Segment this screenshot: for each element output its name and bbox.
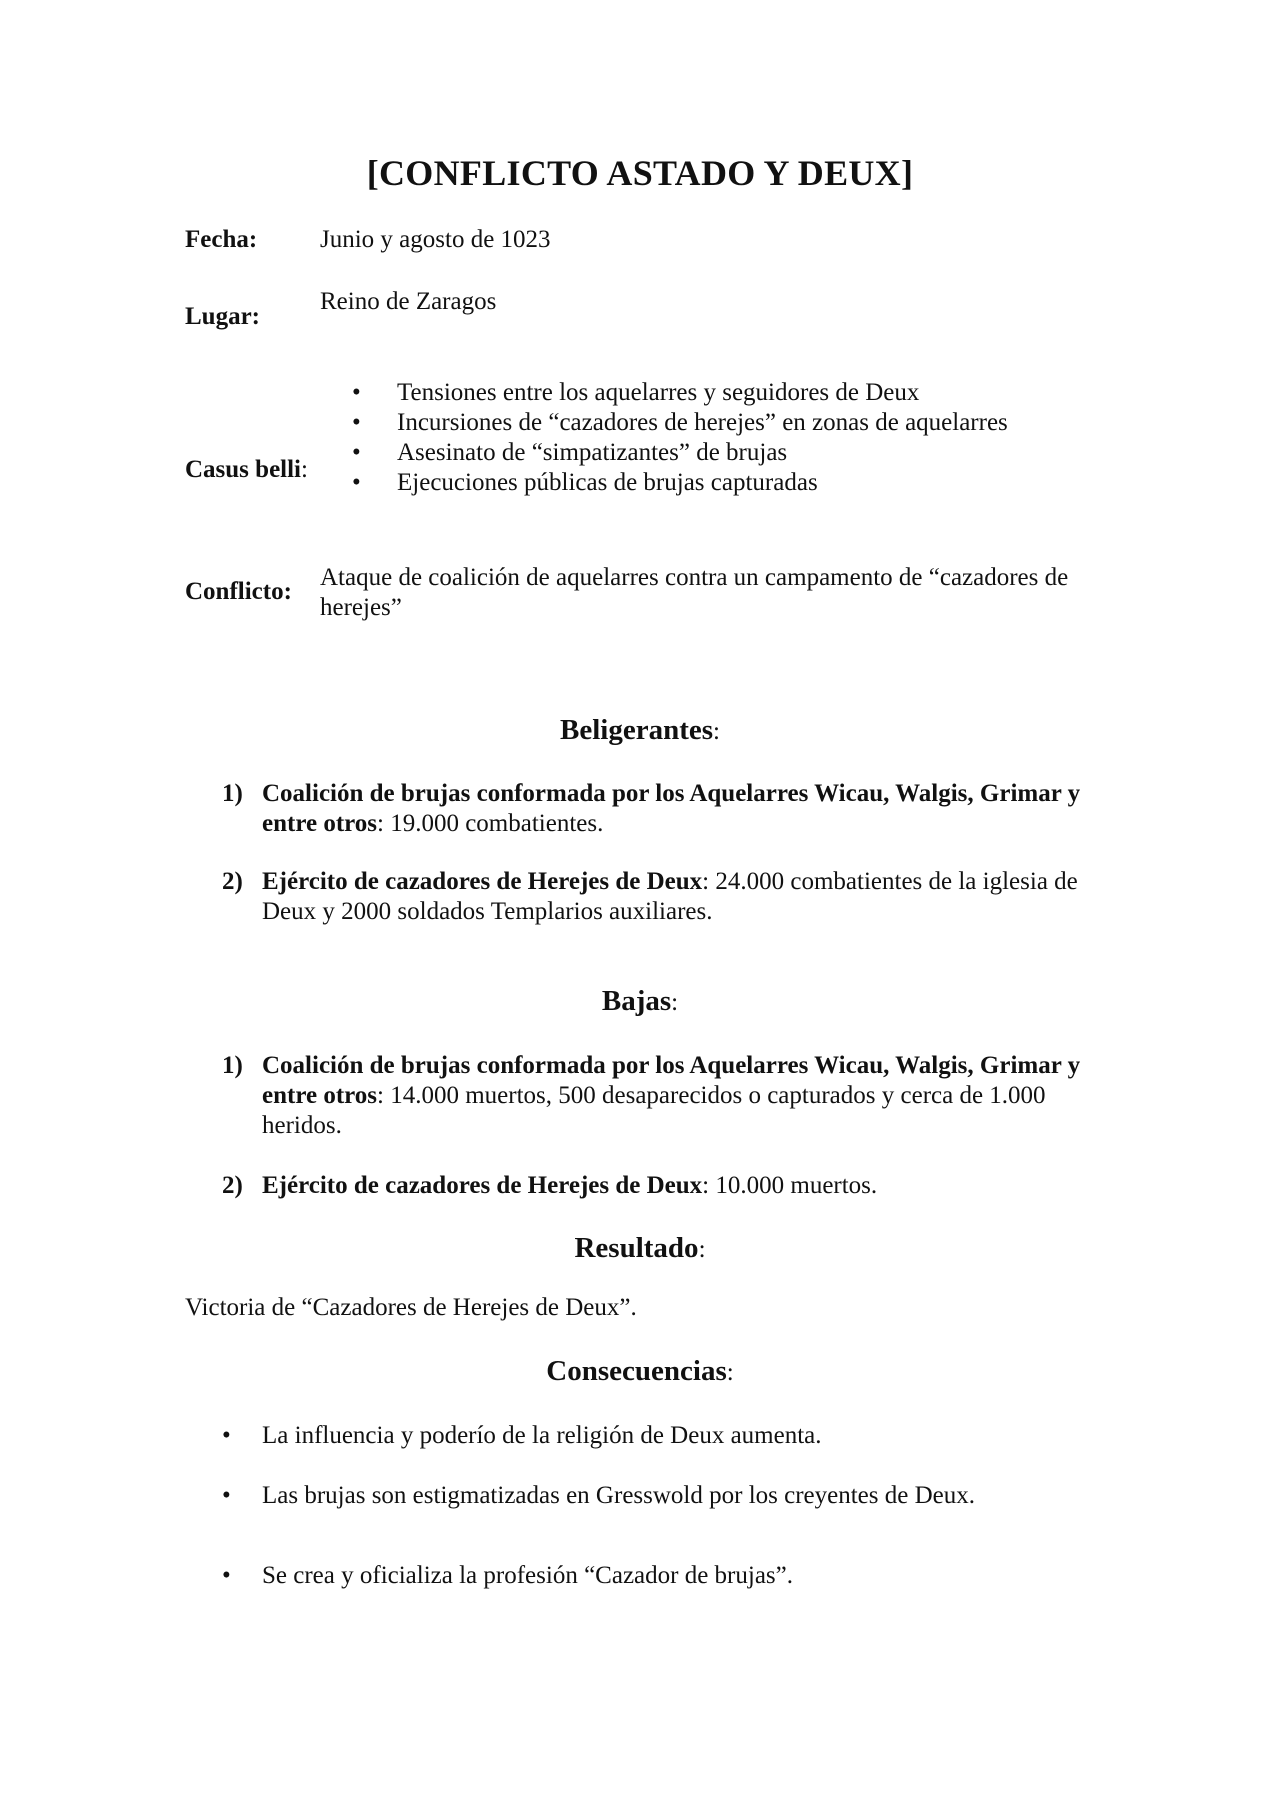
bullet-icon: • [222,1482,231,1509]
item-number: 2) [222,1172,243,1199]
beligerantes-colon: : [713,718,720,745]
item-number: 1) [222,1052,243,1079]
bullet-icon: • [222,1422,231,1449]
conflicto-label: Conflicto: [185,578,292,605]
resultado-heading-text: Resultado [574,1232,699,1264]
baja-item-2 [222,1171,1102,1201]
beligerante-item-1 [222,779,1102,839]
lugar-value: Reino de Zaragos [320,288,497,315]
consecuencia-text: La influencia y poderío de la religión de Deux aumenta. [262,1422,822,1449]
item-bold-text: Ejército de cazadores de Herejes de Deux [262,1172,703,1199]
consecuencia-text: Se crea y oficializa la profesión “Cazador de brujas”. [262,1562,793,1589]
resultado-heading [0,1232,1280,1265]
item-number: 2) [222,868,243,895]
fecha-value: Junio y agosto de 1023 [320,226,551,253]
consecuencia-item-1 [222,1422,822,1450]
resultado-text: Victoria de “Cazadores de Herejes de Deux”. [185,1294,637,1321]
item-rest-text: : 24.000 combatientes de la iglesia de Deux y 2000 soldados Templarios auxiliares. [262,868,1078,925]
bajas-heading-text: Bajas [601,985,672,1017]
lugar-label: Lugar: [185,303,260,330]
item-bold-text: Coalición de brujas conformada por los Aquelarres Wicau, Walgis, Grimar y entre otros [262,780,1081,837]
casus-belli-label [185,456,308,484]
beligerante-item-2 [222,867,1102,927]
item-rest-text: : 14.000 muertos, 500 desaparecidos o capturados y cerca de 1.000 heridos. [262,1082,1046,1139]
consecuencias-colon: : [726,1359,734,1386]
consecuencia-item-2 [222,1482,975,1510]
bajas-heading [0,985,1280,1018]
beligerantes-heading-text: Beligerantes [560,714,714,746]
list-item: • Incursiones de “cazadores de herejes” en zonas de aquelarres [352,408,1008,438]
item-number: 1) [222,780,243,807]
list-item: • Ejecuciones públicas de brujas capturadas [352,468,1008,498]
consecuencias-heading [0,1355,1280,1388]
casus-belli-list [352,378,1008,498]
consecuencia-item-3 [222,1562,793,1590]
consecuencias-heading-text: Consecuencias [546,1355,727,1387]
resultado-colon: : [698,1236,706,1263]
item-bold-text: Ejército de cazadores de Herejes de Deux [262,868,703,895]
item-bold-text: Coalición de brujas conformada por los Aquelarres Wicau, Walgis, Grimar y entre otros [262,1052,1081,1109]
list-item: • Asesinato de “simpatizantes” de brujas [352,438,1008,468]
bajas-colon: : [671,989,679,1016]
list-item: • Tensiones entre los aquelarres y seguidores de Deux [352,378,1008,408]
conflicto-value: Ataque de coalición de aquelarres contra un campamento de “cazadores de herejes” [320,564,1069,621]
document-title: [CONFLICTO ASTADO Y DEUX] [366,153,914,193]
fecha-label: Fecha: [185,226,258,253]
casus-belli-label-text: Casus belli [185,456,302,483]
casus-belli-colon: : [301,456,308,483]
baja-item-1 [222,1051,1102,1141]
consecuencia-text: Las brujas son estigmatizadas en Gresswold por los creyentes de Deux. [262,1482,976,1509]
beligerantes-heading [0,714,1280,747]
item-rest-text: : 10.000 muertos. [702,1172,878,1199]
item-rest-text: : 19.000 combatientes. [377,810,604,837]
bullet-icon: • [222,1562,231,1589]
